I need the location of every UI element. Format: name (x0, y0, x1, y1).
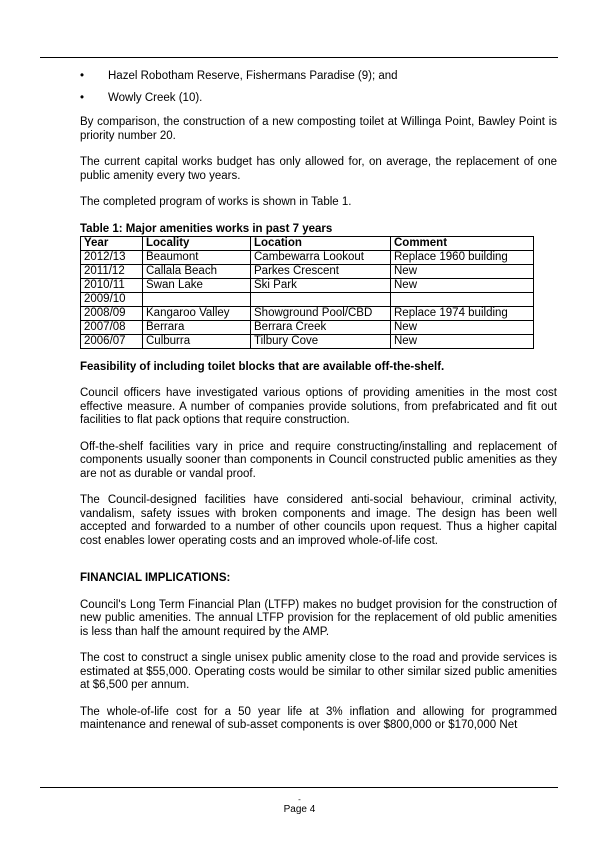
cell-year: 2011/12 (81, 264, 143, 278)
cell-year: 2009/10 (81, 292, 143, 306)
bullet-dot-icon: • (80, 70, 85, 82)
cell-locality: Berrara (143, 320, 251, 334)
cell-comment: New (391, 278, 534, 292)
paragraph-program: The completed program of works is shown in Table 1. (80, 196, 352, 208)
cell-comment: Replace 1974 building (391, 306, 534, 320)
column-header-location: Location (251, 236, 391, 250)
bullet-item (80, 70, 557, 82)
paragraph-options: Council officers have investigated various options of providing amenities in the most cost effective measure. A number of companies provide solutions, from prefabricated and fit out facilities to flat pack options that require construction. (80, 387, 557, 426)
bullet-text: Hazel Robotham Reserve, Fishermans Paradise (9); and (108, 70, 398, 82)
cell-locality: Kangaroo Valley (143, 306, 251, 320)
works-table (80, 236, 534, 349)
financial-heading: FINANCIAL IMPLICATIONS: (80, 572, 231, 584)
table-row (81, 306, 534, 320)
footer-dash: - (298, 795, 301, 804)
table-row (81, 334, 534, 348)
cell-location: Berrara Creek (251, 320, 391, 334)
cell-location: Parkes Crescent (251, 264, 391, 278)
table-row (81, 320, 534, 334)
paragraph-comparison: By comparison, the construction of a new composting toilet at Willinga Point, Bawley Point is priority number 20. (80, 116, 557, 142)
cell-locality: Callala Beach (143, 264, 251, 278)
paragraph-whole-of-life: The whole-of-life cost for a 50 year life at 3% inflation and allowing for programmed maintenance and renewal of sub-asset components is over $800,000 or $170,000 Net (80, 705, 557, 731)
cell-location (251, 292, 391, 306)
cell-location: Showground Pool/CBD (251, 306, 391, 320)
table-row (81, 264, 534, 278)
header-rule (40, 57, 558, 58)
cell-location: Tilbury Cove (251, 334, 391, 348)
cell-year: 2007/08 (81, 320, 143, 334)
paragraph-ltfp: Council's Long Term Financial Plan (LTFP) makes no budget provision for the construction of new public amenities. The annual LTFP provision for the replacement of old public amenities is less than half the amount required by the AMP. (80, 598, 557, 638)
page-number: Page 4 (283, 804, 316, 815)
page-body (80, 70, 557, 733)
cell-locality: Culburra (143, 334, 251, 348)
footer-rule (40, 787, 558, 788)
cell-comment: New (391, 264, 534, 278)
paragraph-council-designed: The Council-designed facilities have considered anti-social behaviour, criminal activity, vandalism, safety issues with broken components and image. The design has been well accepted and forwarded to a number of other councils upon request. Thus a higher capital cost enables lower operating costs and an improved whole-of-life cost. (80, 494, 557, 547)
column-header-locality: Locality (143, 236, 251, 250)
cell-location: Cambewarra Lookout (251, 250, 391, 264)
cell-location: Ski Park (251, 278, 391, 292)
table-row (81, 250, 534, 264)
cell-comment: Replace 1960 building (391, 250, 534, 264)
table-row (81, 292, 534, 306)
cell-year: 2006/07 (81, 334, 143, 348)
bullet-item (80, 92, 557, 104)
table-row (81, 278, 534, 292)
cell-comment: New (391, 320, 534, 334)
feasibility-heading: Feasibility of including toilet blocks that are available off-the-shelf. (80, 360, 445, 373)
column-header-comment: Comment (391, 236, 534, 250)
cell-comment (391, 292, 534, 306)
cell-year: 2010/11 (81, 278, 143, 292)
table-header-row (81, 236, 534, 250)
cell-locality: Swan Lake (143, 278, 251, 292)
cell-year: 2012/13 (81, 250, 143, 264)
table-caption: Table 1: Major amenities works in past 7 years (80, 222, 333, 235)
cell-comment: New (391, 334, 534, 348)
column-header-year: Year (81, 236, 143, 250)
paragraph-off-the-shelf: Off-the-shelf facilities vary in price and require constructing/installing and replacement of components usually sooner than components in Council constructed public amenities as they are not as durable or vandal proof. (80, 440, 557, 480)
cell-locality: Beaumont (143, 250, 251, 264)
cell-year: 2008/09 (81, 306, 143, 320)
bullet-text: Wowly Creek (10). (108, 92, 203, 104)
paragraph-budget: The current capital works budget has only allowed for, on average, the replacement of one public amenity every two years. (80, 156, 557, 182)
bullet-dot-icon: • (80, 92, 85, 104)
paragraph-cost: The cost to construct a single unisex public amenity close to the road and provide services is estimated at $55,000. Operating costs would be similar to other similar sized public amenities at $6,500 per annum. (80, 652, 557, 691)
cell-locality (143, 292, 251, 306)
page-footer (0, 796, 599, 816)
